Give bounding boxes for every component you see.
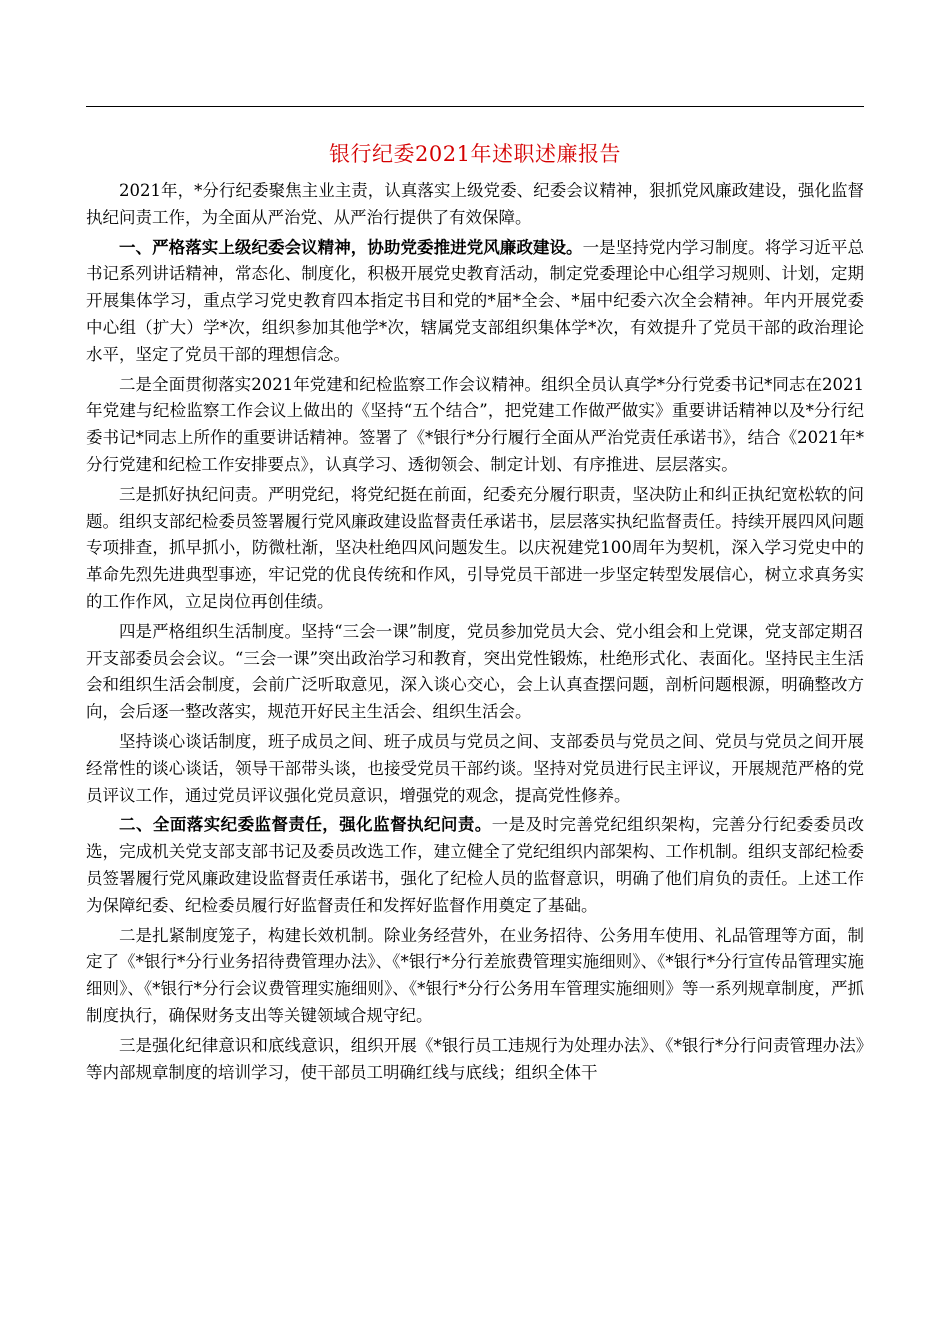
paragraph-item	[86, 372, 864, 479]
paragraph-text: 二是全面贯彻落实2021年党建和纪检监察工作会议精神。组织全员认真学*分行党委书记*同志在2021年党建与纪检监察工作会议上做出的《坚持“五个结合”，把党建工作做严做实》重要讲话精神以及*分行纪委书记*同志上所作的重要讲话精神。签署了《*银行*分行履行全面从严治党责任承诺书》，结合《2021年*分行党建和纪检工作安排要点》，认真学习、透彻领会、制定计划、有序推进、层层落实。	[86, 374, 864, 474]
document-title: 银行纪委2021年述职述廉报告	[329, 142, 621, 166]
paragraph-text: 二是扎紧制度笼子，构建长效机制。除业务经营外，在业务招待、公务用车使用、礼品管理等方面，制定了《*银行*分行业务招待费管理办法》、《*银行*分行差旅费管理实施细则》、《*银行*分行宣传品管理实施细则》、《*银行*分行会议费管理实施细则》、《*银行*分行公务用车管理实施细则》等一系列规章制度，严抓制度执行，确保财务支出等关键领域合规守纪。	[86, 925, 864, 1025]
section-heading: 一、严格落实上级纪委会议精神，协助党委推进党风廉政建设。	[119, 237, 583, 257]
paragraph-item	[86, 619, 864, 726]
paragraph-section-two	[86, 812, 864, 919]
paragraph-item	[86, 482, 864, 616]
paragraph-item	[86, 1033, 864, 1087]
paragraph-text: 坚持谈心谈话制度，班子成员之间、班子成员与党员之间、支部委员与党员之间、党员与党员之间开展经常性的谈心谈话，领导干部带头谈，也接受党员干部约谈。坚持对党员进行民主评议，开展规范严格的党员评议工作，通过党员评议强化党员意识，增强党的观念，提高党性修养。	[86, 731, 864, 805]
paragraph-text: 三是强化纪律意识和底线意识，组织开展《*银行员工违规行为处理办法》、《*银行*分行问责管理办法》等内部规章制度的培训学习，使干部员工明确红线与底线；组织全体干	[86, 1035, 864, 1082]
paragraph-text: 一是及时完善党纪组织架构，完善分行纪委委员改选，完成机关党支部支部书记及委员改选工作，建立健全了党纪组织内部架构、工作机制。组织支部纪检委员签署履行党风廉政建设监督责任承诺书，强化了纪检人员的监督意识，明确了他们肩负的责任。上述工作为保障纪委、纪检委员履行好监督责任和发挥好监督作用奠定了基础。	[86, 815, 865, 915]
paragraph-text: 2021年，*分行纪委聚焦主业主责，认真落实上级党委、纪委会议精神，狠抓党风廉政建设，强化监督执纪问责工作，为全面从严治党、从严治行提供了有效保障。	[86, 181, 864, 227]
paragraph-section-one	[86, 235, 864, 369]
section-heading: 二、全面落实纪委监督责任，强化监督执纪问责。	[119, 815, 492, 835]
paragraph-item	[86, 923, 864, 1030]
paragraph-text: 四是严格组织生活制度。坚持“三会一课”制度，党员参加党员大会、党小组会和上党课，党支部定期召开支部委员会会议。“三会一课”突出政治学习和教育，突出党性锻炼，杜绝形式化、表面化。坚持民主生活会和组织生活会制度，会前广泛听取意见，深入谈心交心，会上认真查摆问题，剖析问题根源，明确整改方向，会后逐一整改落实，规范开好民主生活会、组织生活会。	[86, 621, 864, 722]
document-body	[86, 178, 864, 1089]
paragraph-text: 一是坚持党内学习制度。将学习近平总书记系列讲话精神，常态化、制度化，积极开展党史教育活动，制定党委理论中心组学习规则、计划，定期开展集体学习，重点学习党史教育四本指定书目和党的*届*全会、*届中纪委六次全会精神。年内开展党委中心组（扩大）学*次，组织参加其他学*次，辖属党支部组织集体学*次，有效提升了党员干部的政治理论水平，坚定了党员干部的理想信念。	[86, 237, 865, 364]
paragraph-text: 三是抓好执纪问责。严明党纪，将党纪挺在前面，纪委充分履行职责，坚决防止和纠正执纪宽松软的问题。组织支部纪检委员签署履行党风廉政建设监督责任承诺书，层层落实执纪监督责任。持续开展四风问题专项排查，抓早抓小，防微杜渐，坚决杜绝四风问题发生。以庆祝建党100周年为契机，深入学习党史中的革命先烈先进典型事迹，牢记党的优良传统和作风，引导党员干部进一步坚定转型发展信心，树立求真务实的工作作风，立足岗位再创佳绩。	[86, 484, 864, 611]
paragraph-intro	[86, 178, 864, 232]
header-rule	[86, 106, 864, 107]
paragraph-item	[86, 729, 864, 809]
